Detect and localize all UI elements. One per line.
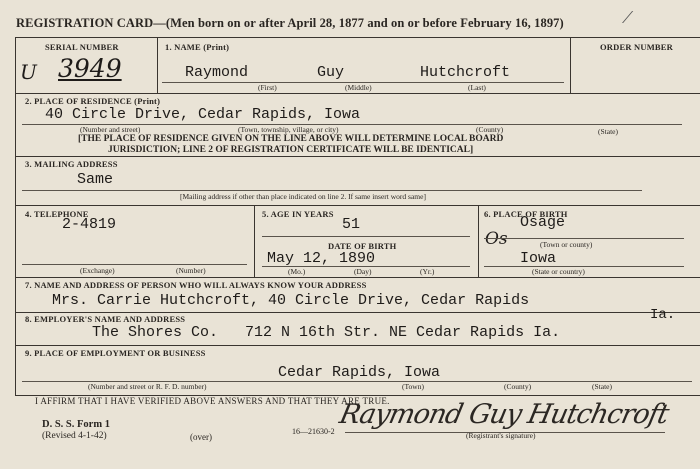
employer-value: The Shores Co. 712 N 16th Str. NE Cedar Rapids Ia. — [92, 324, 561, 341]
affirmation: I AFFIRM THAT I HAVE VERIFIED ABOVE ANSWERS AND THAT THEY ARE TRUE. — [35, 396, 390, 406]
telephone-label: 4. TELEPHONE — [25, 209, 89, 219]
mailing-label: 3. MAILING ADDRESS — [25, 159, 118, 169]
middle-name: Guy — [317, 64, 345, 81]
card-title: REGISTRATION CARD—(Men born on or after April 28, 1877 and on or before February 16, 1897) — [16, 16, 564, 30]
residence-street-caption: (Number and street) — [80, 125, 141, 134]
exchange-caption: (Exchange) — [80, 266, 115, 275]
dob-day-caption: (Day) — [354, 267, 372, 276]
employer-label: 8. EMPLOYER'S NAME AND ADDRESS — [25, 314, 186, 324]
over-note: (over) — [190, 432, 212, 442]
serial-number: 3949 — [58, 54, 122, 83]
dob-value: May 12, 1890 — [267, 250, 376, 267]
birth-state-caption: (State or country) — [532, 267, 585, 276]
residence-county-caption: (County) — [476, 125, 504, 134]
serial-label: SERIAL NUMBER — [45, 42, 119, 52]
employment-town-caption: (Town) — [402, 382, 424, 391]
birthplace-label: 6. PLACE OF BIRTH — [484, 209, 568, 219]
residence-value: 40 Circle Drive, Cedar Rapids, Iowa — [45, 106, 361, 123]
residence-state-caption: (State) — [598, 127, 618, 136]
residence-label: 2. PLACE OF RESIDENCE (Print) — [25, 96, 161, 106]
contact-value: Mrs. Carrie Hutchcroft, 40 Circle Drive, Cedar Rapids — [52, 292, 530, 309]
employment-state-caption: (State) — [592, 382, 612, 391]
telephone-value: 2-4819 — [62, 216, 117, 233]
order-number-label: ORDER NUMBER — [600, 42, 673, 52]
first-name: Raymond — [185, 64, 249, 81]
employment-street-caption: (Number and street or R. F. D. number) — [88, 382, 207, 391]
mailing-value: Same — [77, 171, 114, 188]
employment-label: 9. PLACE OF EMPLOYMENT OR BUSINESS — [25, 348, 206, 358]
form-revised: (Revised 4-1-42) — [42, 431, 107, 441]
birth-town: Osage — [520, 214, 566, 231]
name-label: 1. NAME (Print) — [165, 42, 230, 52]
residence-town-caption: (Town, township, village, or city) — [238, 125, 339, 134]
dob-label: DATE OF BIRTH — [328, 241, 397, 251]
first-caption: (First) — [258, 83, 277, 92]
employment-value: Cedar Rapids, Iowa — [278, 364, 441, 381]
contact-label: 7. NAME AND ADDRESS OF PERSON WHO WILL ALWAYS KNOW YOUR ADDRESS — [25, 280, 367, 290]
stamp-mark: ⟋ — [622, 10, 634, 27]
age-value: 51 — [342, 216, 361, 233]
serial-prefix: U — [20, 60, 37, 84]
birth-town-caption: (Town or county) — [540, 240, 593, 249]
signature-caption: (Registrant's signature) — [466, 431, 536, 440]
form-number: D. S. S. Form 1 — [42, 419, 110, 430]
print-code: 16—21630-2 — [292, 427, 335, 436]
mailing-caption: [Mailing address if other than place indicated on line 2. If same insert word same] — [180, 192, 426, 201]
employment-county-caption: (County) — [504, 382, 532, 391]
last-name: Hutchcroft — [420, 64, 511, 81]
residence-notice-2: JURISDICTION; LINE 2 OF REGISTRATION CERTIFICATE WILL BE IDENTICAL] — [108, 145, 474, 155]
registrant-signature: Raymond Guy Hutchcroft — [336, 399, 671, 430]
contact-overflow: Ia. — [650, 307, 676, 323]
dob-year-caption: (Yr.) — [420, 267, 435, 276]
number-caption: (Number) — [176, 266, 206, 275]
birth-town-handwritten: Os — [485, 229, 508, 249]
dob-month-caption: (Mo.) — [288, 267, 306, 276]
birth-state: Iowa — [520, 250, 557, 267]
last-caption: (Last) — [468, 83, 486, 92]
middle-caption: (Middle) — [345, 83, 372, 92]
age-label: 5. AGE IN YEARS — [262, 209, 334, 219]
residence-notice-1: [THE PLACE OF RESIDENCE GIVEN ON THE LINE ABOVE WILL DETERMINE LOCAL BOARD — [78, 134, 504, 144]
